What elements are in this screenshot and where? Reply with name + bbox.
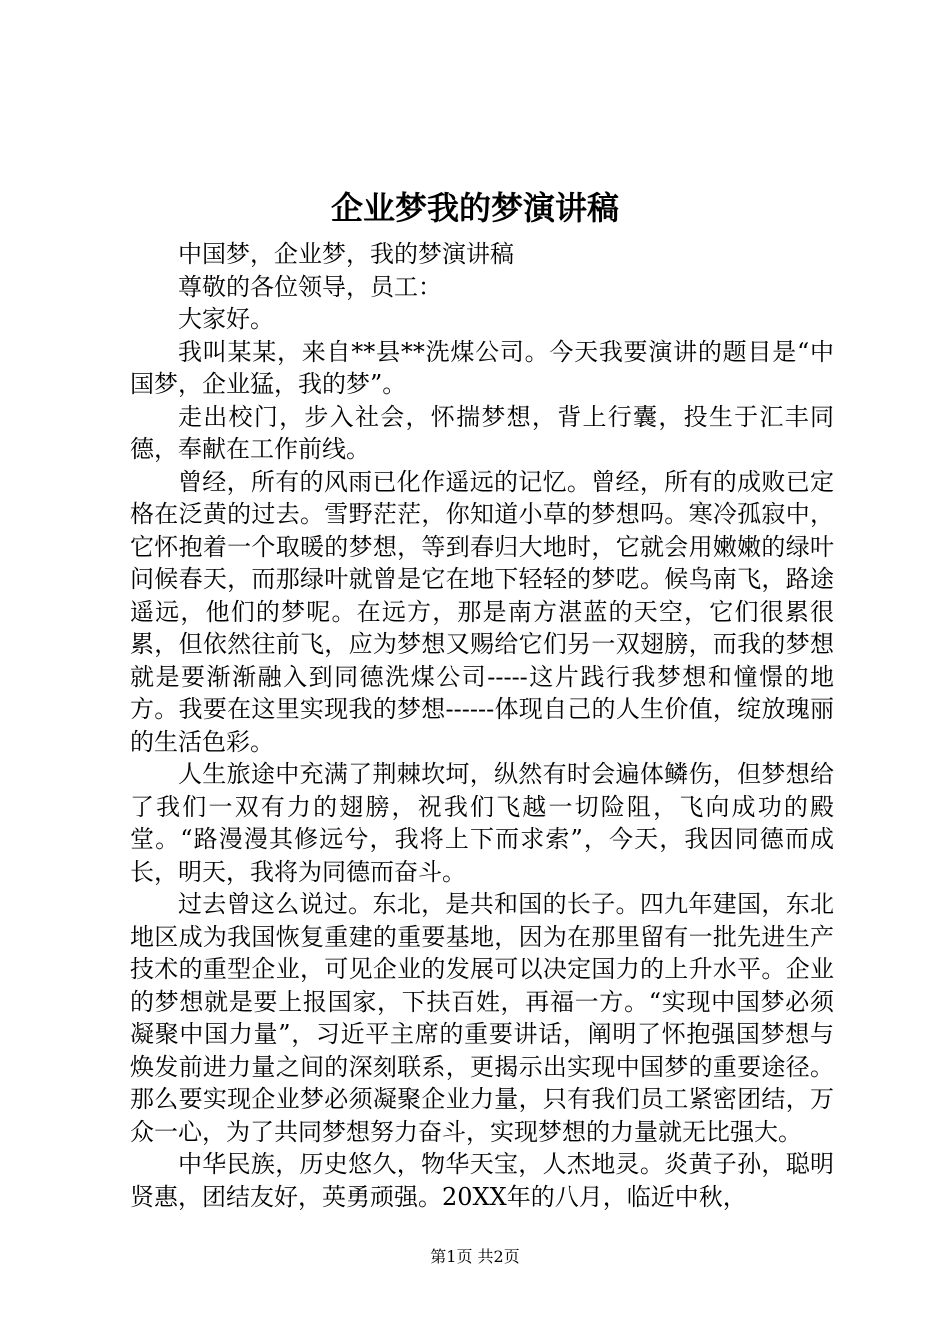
paragraph-greeting: 大家好。 bbox=[178, 305, 274, 333]
paragraph: 人生旅途中充满了荆棘坎坷，纵然有时会遍体鳞伤，但梦想给了我们一双有力的翅膀，祝我们飞越一切险阻，飞向成功的殿堂。“路漫漫其修远兮，我将上下而求索”，今天，我因同德而成长，明天，我将为同德而奋斗。 bbox=[130, 760, 834, 886]
paragraph-salutation: 尊敬的各位领导，员工： bbox=[178, 272, 442, 301]
paragraph-intro: 我叫某某，来自**县**洗煤公司。今天我要演讲的题目是“中国梦，企业猛，我的梦”。 bbox=[130, 337, 834, 398]
document-body bbox=[130, 238, 834, 1213]
document-title: 企业梦我的梦演讲稿 bbox=[330, 189, 619, 227]
paragraph: 曾经，所有的风雨已化作遥远的记忆。曾经，所有的成败已定格在泛黄的过去。雪野茫茫，你知道小草的梦想吗。寒冷孤寂中，它怀抱着一个取暖的梦想，等到春归大地时，它就会用嫩嫩的绿叶问候春天，而那绿叶就曾是它在地下轻轻的梦呓。候鸟南飞，路途遥远，他们的梦呢。在远方，那是南方湛蓝的天空，它们很累很累，但依然往前飞，应为梦想又赐给它们另一双翅膀，而我的梦想就是要渐渐融入到同德洗煤公司-----这片践行我梦想和憧憬的地方。我要在这里实现我的梦想------体现自己的人生价值，绽放瑰丽的生活色彩。 bbox=[130, 467, 834, 756]
paragraph: 中华民族，历史悠久，物华天宝，人杰地灵。炎黄子孙，聪明贤惠，团结友好，英勇顽强。20XX年的八月，临近中秋， bbox=[130, 1150, 834, 1211]
paragraph-subtitle: 中国梦，企业梦，我的梦演讲稿 bbox=[178, 240, 514, 268]
paragraph: 过去曾这么说过。东北，是共和国的长子。四九年建国，东北地区成为我国恢复重建的重要基地，因为在那里留有一批先进生产技术的重型企业，可见企业的发展可以决定国力的上升水平。企业的梦想就是要上报国家，下扶百姓，再福一方。“实现中国梦必须凝聚中国力量”，习近平主席的重要讲话，阐明了怀抱强国梦想与焕发前进力量之间的深刻联系，更揭示出实现中国梦的重要途径。那么要实现企业梦必须凝聚企业力量，只有我们员工紧密团结，万众一心，为了共同梦想努力奋斗，实现梦想的力量就无比强大。 bbox=[130, 890, 834, 1146]
paragraph: 走出校门，步入社会，怀揣梦想，背上行囊，投生于汇丰同德，奉献在工作前线。 bbox=[130, 402, 834, 463]
page-footer: 第1页 共2页 bbox=[430, 1247, 520, 1266]
